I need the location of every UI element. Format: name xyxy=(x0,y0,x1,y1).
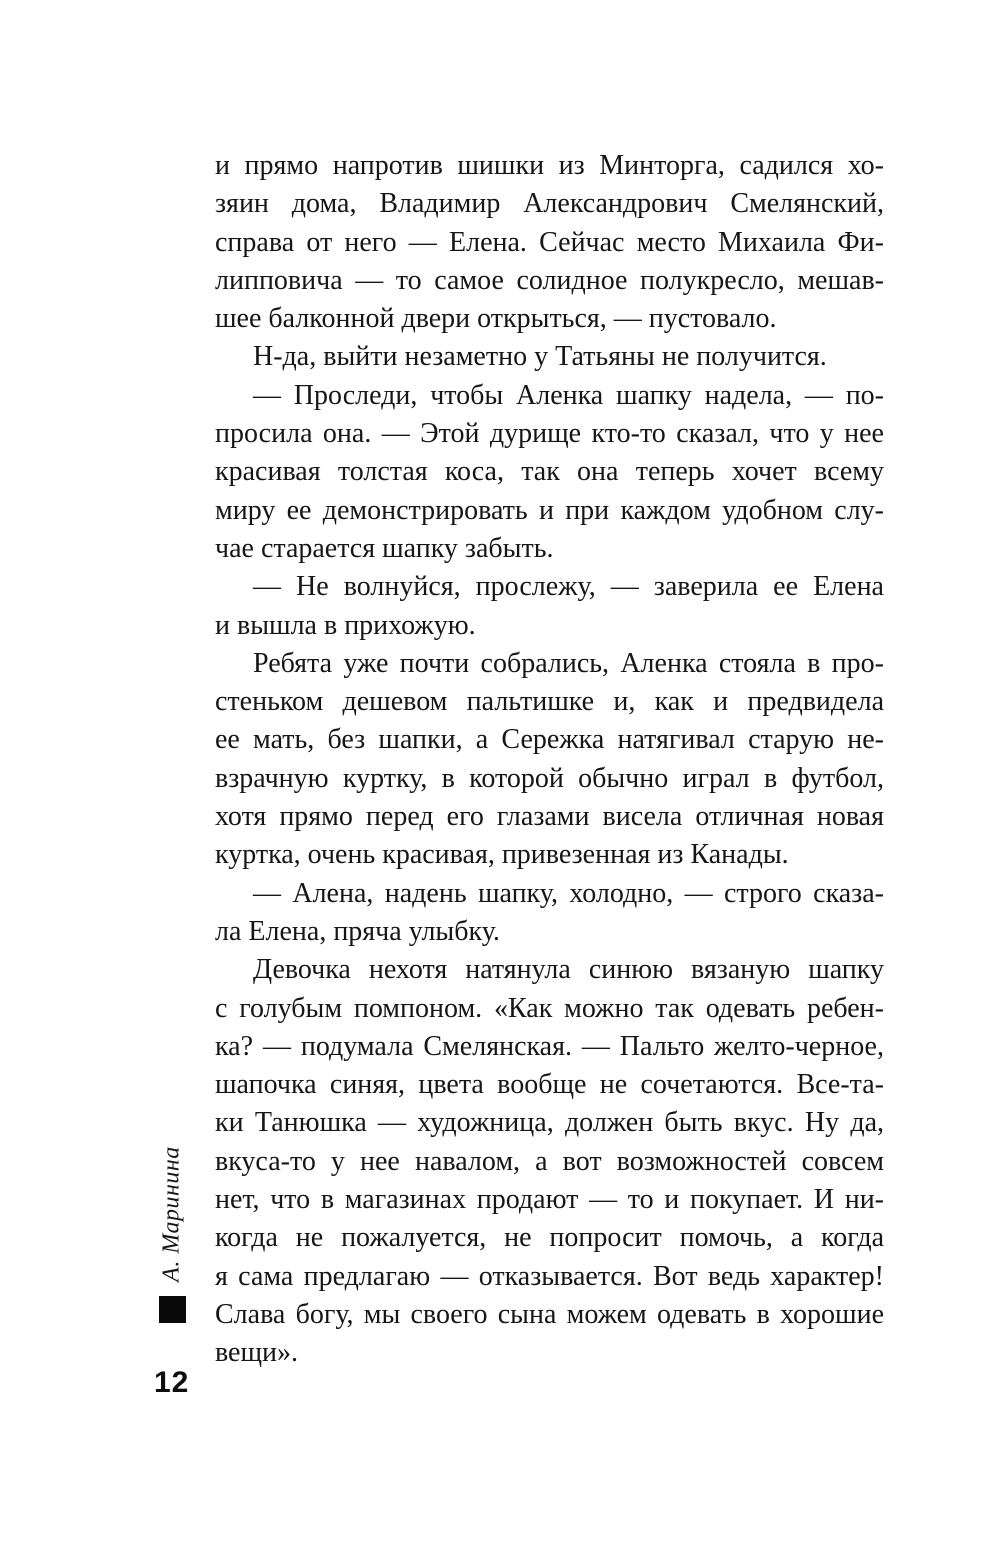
text-line: и прямо напротив шишки из Минторга, садился хо- xyxy=(215,150,884,181)
text-line: вещи». xyxy=(215,1337,299,1369)
text-line: куртка, очень красивая, привезенная из Канады. xyxy=(215,839,789,871)
text-line: красивая толстая коса, так она теперь хочет всему xyxy=(215,456,884,488)
text-line: — Алена, надень шапку, холодно, — строго сказа- xyxy=(253,877,884,909)
text-line: вкуса-то у нее навалом, а вот возможностей совсем xyxy=(215,1145,884,1177)
text-line: я сама предлагаю — отказывается. Вот ведь характер! xyxy=(215,1260,884,1292)
text-line: хотя прямо перед его глазами висела отличная новая xyxy=(215,801,884,833)
text-line: Девочка нехотя натянула синюю вязаную шапку xyxy=(253,954,884,986)
section-marker-square xyxy=(159,1296,186,1323)
text-line: Слава богу, мы своего сына можем одевать в хорошие xyxy=(215,1298,884,1330)
text-line: ка? — подумала Смелянская. — Пальто желто-черное, xyxy=(215,1030,884,1062)
text-line: взрачную куртку, в которой обычно играл в футбол, xyxy=(215,762,884,794)
text-line: Ребята уже почти собрались, Аленка стояла в про- xyxy=(253,647,884,679)
text-line: шее балконной двери открыться, — пустовало. xyxy=(215,303,777,335)
text-line: стеньком дешевом пальтишке и, как и предвидела xyxy=(215,686,884,718)
text-line: ее мать, без шапки, а Сережка натягивал старую не- xyxy=(215,724,884,756)
text-line: шапочка синяя, цвета вообще не сочетаются. Все-та- xyxy=(215,1069,884,1101)
text-line: — Не волнуйся, прослежу, — заверила ее Елена xyxy=(253,571,884,603)
text-line: и вышла в прихожую. xyxy=(215,609,476,641)
text-line: с голубым помпоном. «Как можно так одевать ребен- xyxy=(215,992,884,1024)
text-line: чае старается шапку забыть. xyxy=(215,532,554,564)
text-line: — Проследи, чтобы Аленка шапку надела, — по- xyxy=(253,379,884,411)
text-line: миру ее демонстрировать и при каждом удобном слу- xyxy=(215,494,884,526)
page-number: 12 xyxy=(154,1366,190,1399)
author-margin-label: А. Маринина xyxy=(158,1146,185,1282)
text-line: зяин дома, Владимир Александрович Смелянский, xyxy=(215,188,884,220)
text-line: справа от него — Елена. Сейчас место Михаила Фи- xyxy=(215,226,884,258)
text-line: просила она. — Этой дурище кто-то сказал, что у нее xyxy=(215,418,884,450)
text-line: ки Танюшка — художница, должен быть вкус. Ну да, xyxy=(215,1107,884,1139)
text-line: липповича — то самое солидное полукресло, мешав- xyxy=(215,264,884,296)
text-line: ла Елена, пряча улыбку. xyxy=(215,915,500,947)
text-line: когда не пожалуется, не попросит помочь, а когда xyxy=(215,1222,884,1254)
text-line: нет, что в магазинах продают — то и покупает. И ни- xyxy=(215,1184,884,1216)
text-block xyxy=(215,147,884,1373)
text-line: Н-да, выйти незаметно у Татьяны не получится. xyxy=(253,341,827,373)
